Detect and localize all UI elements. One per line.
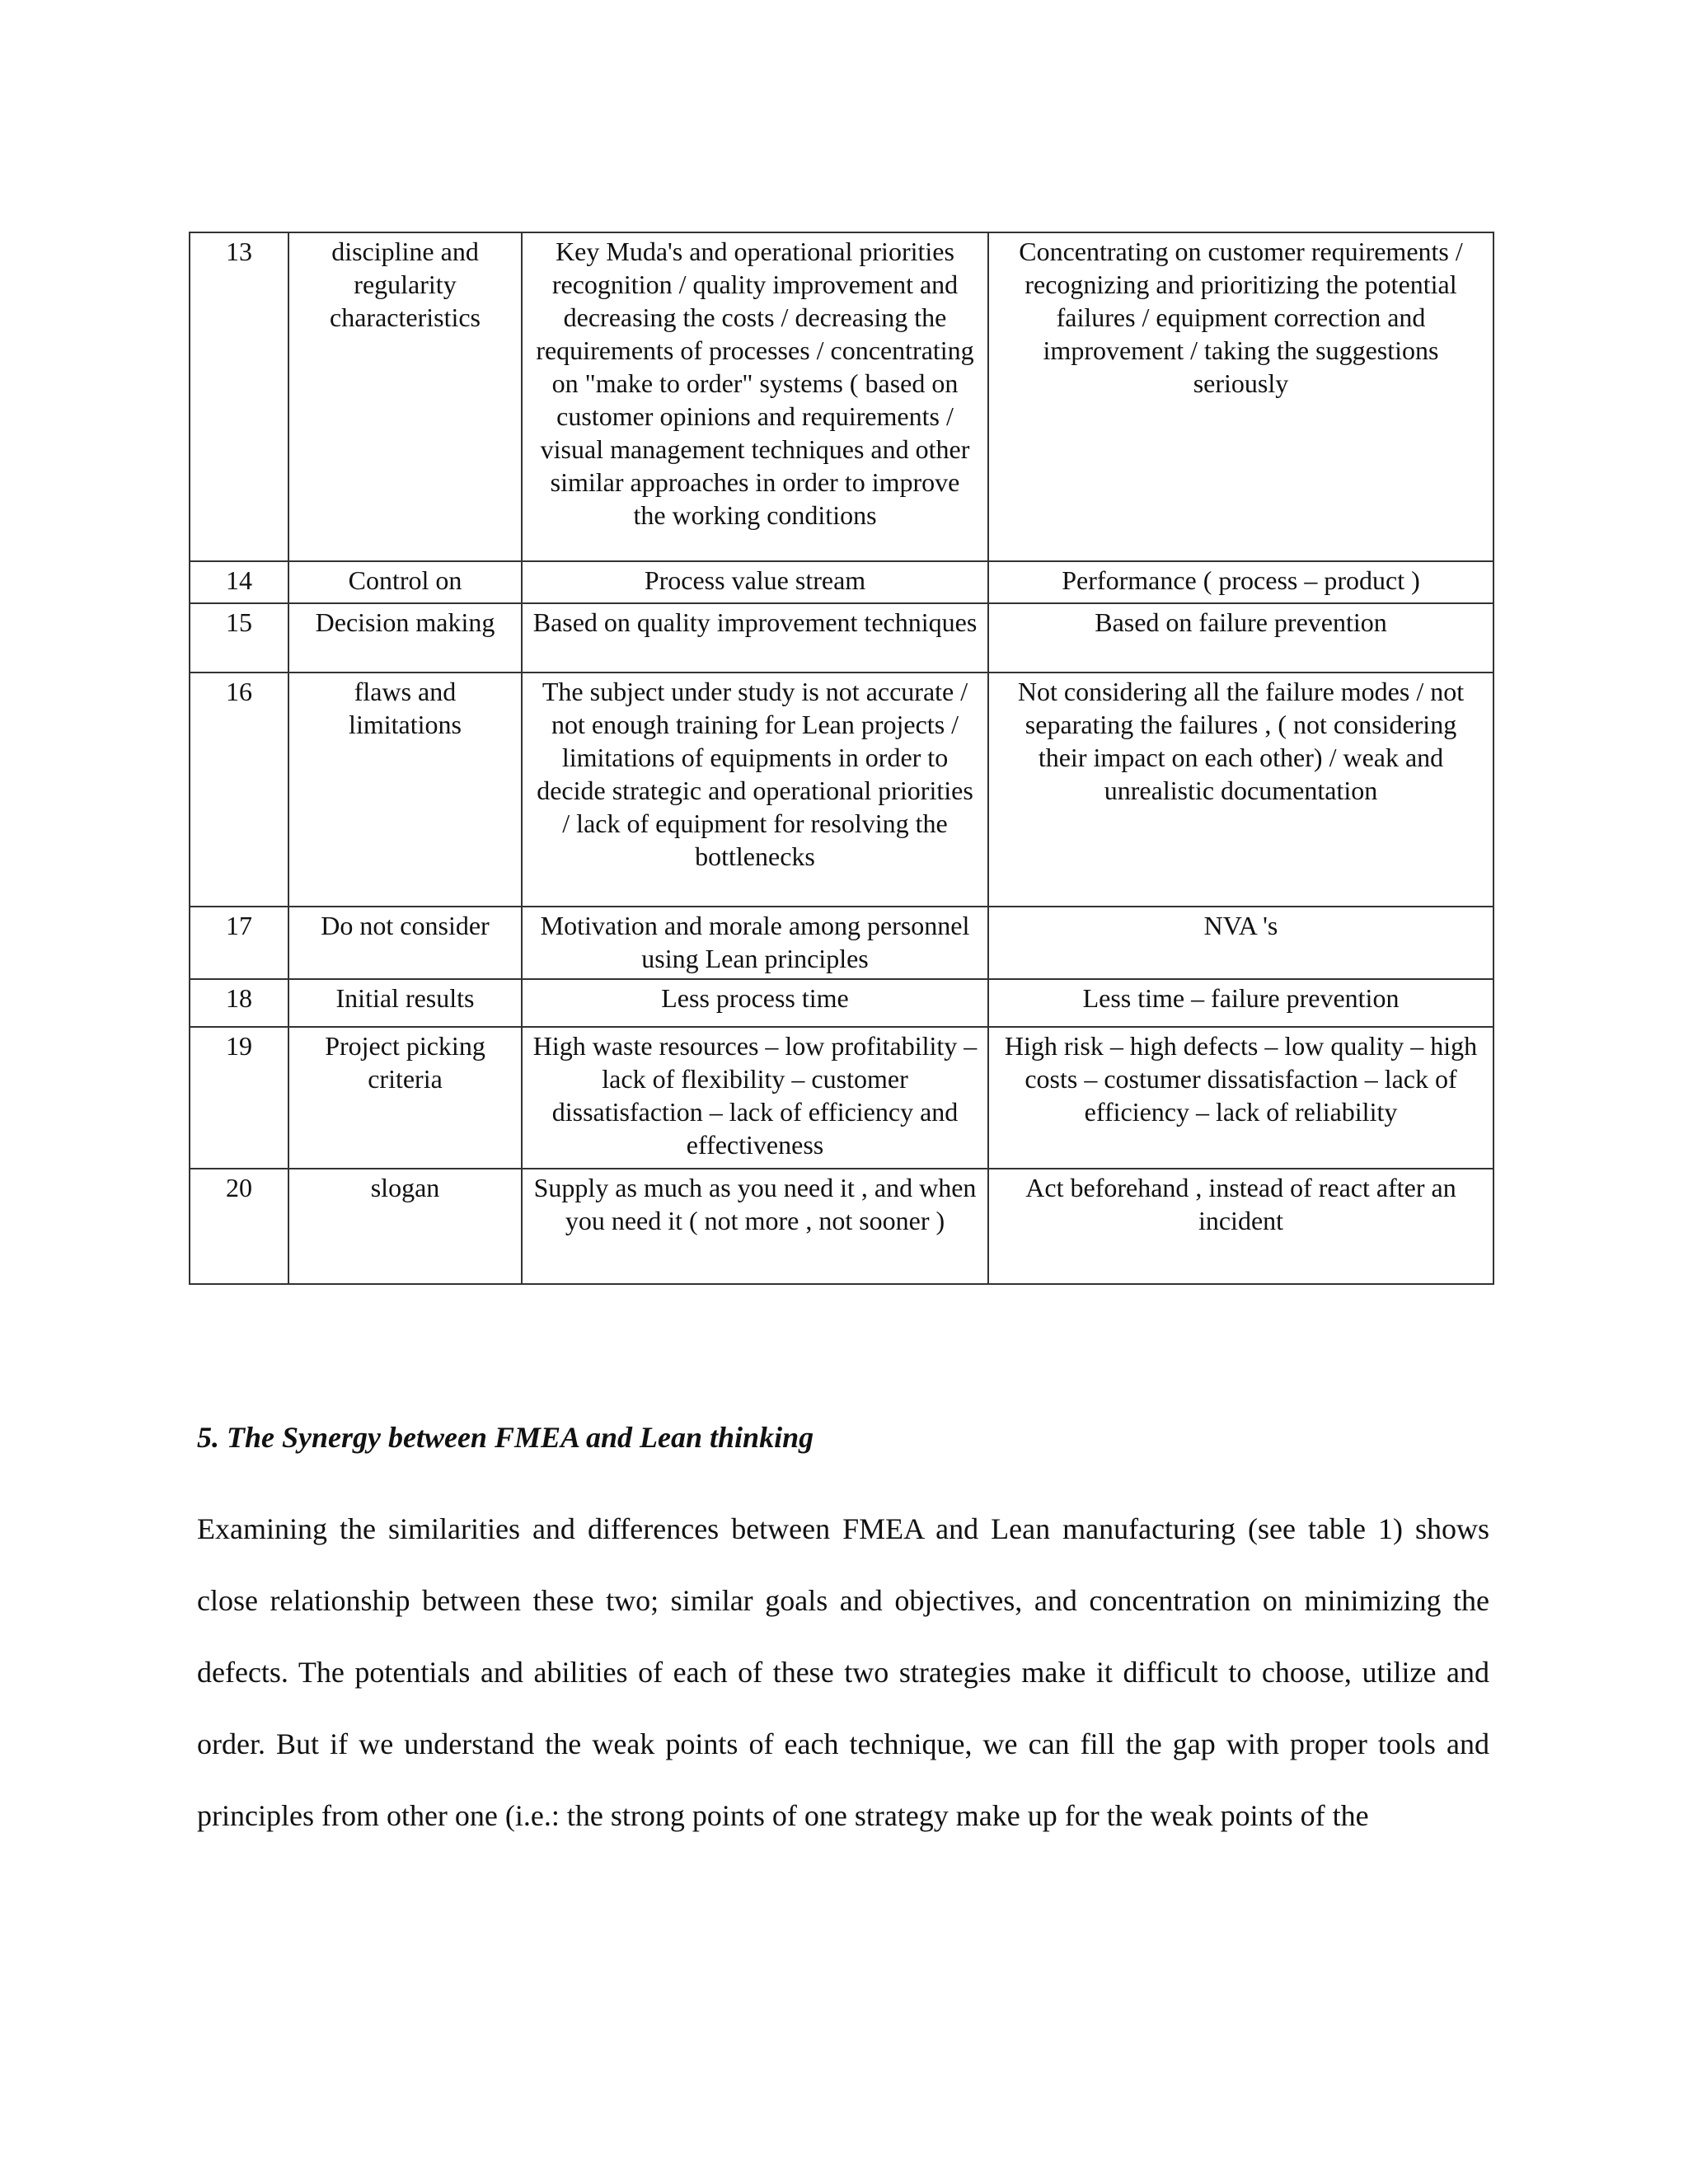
lean-cell: Based on quality improvement techniques (522, 603, 988, 673)
table-row (190, 561, 1493, 603)
row-number-cell: 20 (190, 1169, 288, 1284)
lean-cell: Process value stream (522, 561, 988, 603)
table-row (190, 673, 1493, 907)
lean-cell: Supply as much as you need it , and when you need it ( not more , not sooner ) (522, 1169, 988, 1284)
lean-cell: High waste resources – low profitability – lack of flexibility – customer dissatisfaction – lack of efficiency and effectiveness (522, 1027, 988, 1169)
aspect-cell: discipline and regularity characteristics (288, 232, 522, 561)
aspect-cell: Decision making (288, 603, 522, 673)
body-paragraph: Examining the similarities and differences between FMEA and Lean manufacturing (see table 1) shows close relationship between these two; similar goals and objectives, and concentration on minimizing the defects. The potentials and abilities of each of these two strategies make it difficult to choose, utilize and order. But if we understand the weak points of each technique, we can fill the gap with proper tools and principles from other one (i.e.: the strong points of one strategy make up for the weak points of the (197, 1512, 1489, 1832)
table-row (190, 907, 1493, 979)
fmea-cell: Performance ( process – product ) (988, 561, 1493, 603)
lean-cell: Less process time (522, 979, 988, 1027)
lean-cell: The subject under study is not accurate / not enough training for Lean projects / limitations of equipments in order to decide strategic and operational priorities / lack of equipment for resolving the bottlenecks (522, 673, 988, 907)
table-row (190, 603, 1493, 673)
lean-cell: Motivation and morale among personnel using Lean principles (522, 907, 988, 979)
row-number-cell: 19 (190, 1027, 288, 1169)
fmea-cell: Concentrating on customer requirements / recognizing and prioritizing the potential failures / equipment correction and improvement / taking the suggestions seriously (988, 232, 1493, 561)
table-row (190, 1169, 1493, 1284)
fmea-cell: High risk – high defects – low quality – high costs – costumer dissatisfaction – lack of efficiency – lack of reliability (988, 1027, 1493, 1169)
table-row (190, 1027, 1493, 1169)
table-row (190, 232, 1493, 561)
aspect-cell: slogan (288, 1169, 522, 1284)
row-number-cell: 15 (190, 603, 288, 673)
fmea-cell: Less time – failure prevention (988, 979, 1493, 1027)
row-number-cell: 17 (190, 907, 288, 979)
row-number-cell: 13 (190, 232, 288, 561)
aspect-cell: Initial results (288, 979, 522, 1027)
fmea-cell: NVA 's (988, 907, 1493, 979)
row-number-cell: 18 (190, 979, 288, 1027)
comparison-table (189, 232, 1494, 1285)
fmea-cell: Not considering all the failure modes / not separating the failures , ( not considering their impact on each other) / weak and unrealistic documentation (988, 673, 1493, 907)
aspect-cell: Control on (288, 561, 522, 603)
fmea-cell: Based on failure prevention (988, 603, 1493, 673)
section-heading: 5. The Synergy between FMEA and Lean thinking (197, 1421, 814, 1454)
row-number-cell: 16 (190, 673, 288, 907)
fmea-cell: Act beforehand , instead of react after an incident (988, 1169, 1493, 1284)
aspect-cell: Do not consider (288, 907, 522, 979)
table-row (190, 979, 1493, 1027)
aspect-cell: Project picking criteria (288, 1027, 522, 1169)
row-number-cell: 14 (190, 561, 288, 603)
lean-cell: Key Muda's and operational priorities recognition / quality improvement and decreasing the costs / decreasing the requirements of processes / concentrating on "make to order" systems ( based on customer opinions and requirements / visual management techniques and other similar approaches in order to improve the working conditions (522, 232, 988, 561)
aspect-cell: flaws and limitations (288, 673, 522, 907)
